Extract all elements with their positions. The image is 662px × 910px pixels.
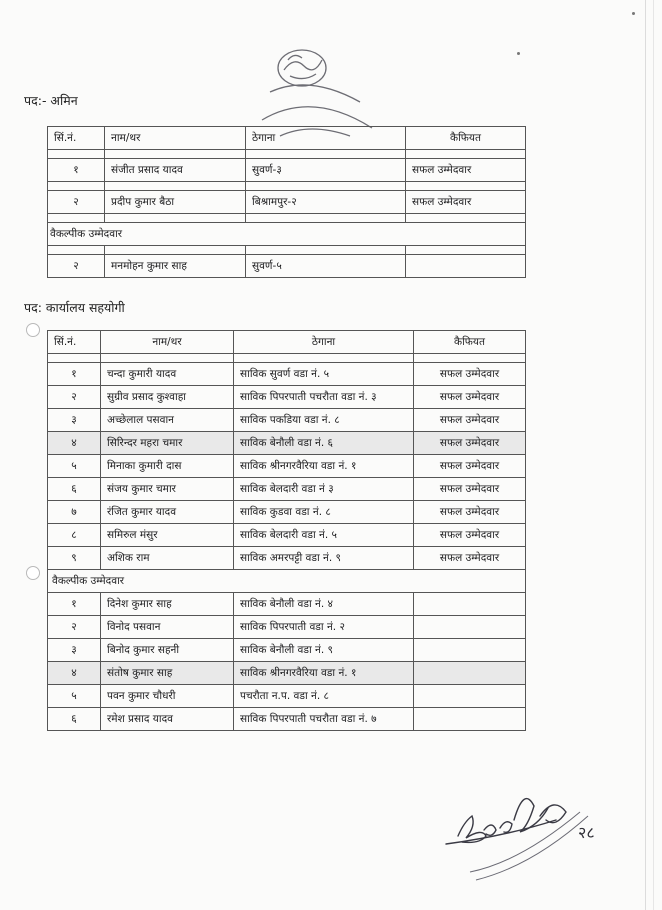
cell-remarks: सफल उम्मेदवार (414, 501, 526, 524)
cell-remarks: सफल उम्मेदवार (406, 191, 526, 214)
alternate-candidates-label: वैकल्पीक उम्मेदवार (48, 570, 526, 593)
table-row (48, 547, 526, 570)
cell-address: साविक कुडवा वडा नं. ८ (234, 501, 414, 524)
spacer-row (48, 246, 526, 255)
cell-address: सुवर्ण-३ (246, 159, 406, 182)
cell-remarks: सफल उम्मेदवार (414, 455, 526, 478)
cell-remarks: सफल उम्मेदवार (414, 386, 526, 409)
cell-sn: २ (48, 255, 105, 278)
cell-remarks: सफल उम्मेदवार (414, 363, 526, 386)
office-assistant-table (47, 330, 526, 731)
table-row (48, 685, 526, 708)
cell-address: साविक पिपरपाती वडा नं. २ (234, 616, 414, 639)
cell-address: साविक अमरपट्टी वडा नं. ९ (234, 547, 414, 570)
header-sn: सिं.नं. (48, 127, 105, 150)
cell-name: अच्छेलाल पसवान (101, 409, 234, 432)
cell-name: बिनोद कुमार सहनी (101, 639, 234, 662)
cell-address: साविक सुवर्ण वडा नं. ५ (234, 363, 414, 386)
header-name: नाम/थर (105, 127, 246, 150)
table-row (48, 191, 526, 214)
table-row (48, 524, 526, 547)
cell-remarks: सफल उम्मेदवार (414, 524, 526, 547)
table-row (48, 255, 526, 278)
cell-address: साविक श्रीनगरवैरिया वडा नं. १ (234, 455, 414, 478)
header-remarks: कैफियत (414, 331, 526, 354)
cell-remarks: सफल उम्मेदवार (414, 409, 526, 432)
cell-sn: ४ (48, 662, 101, 685)
alternate-label-row (48, 223, 526, 246)
spacer-row (48, 150, 526, 159)
speck (632, 12, 635, 15)
section-title-office-assistant: पद: कार्यालय सहयोगी (24, 300, 125, 315)
cell-address: बिश्रामपुर-२ (246, 191, 406, 214)
cell-name: संजय कुमार चमार (101, 478, 234, 501)
cell-name: दिनेश कुमार साह (101, 593, 234, 616)
cell-sn: १ (48, 363, 101, 386)
header-address: ठेगाना (246, 127, 406, 150)
table-row (48, 501, 526, 524)
cell-address: सुवर्ण-५ (246, 255, 406, 278)
punch-hole-bottom (26, 566, 40, 580)
cell-sn: ३ (48, 409, 101, 432)
table-row (48, 662, 526, 685)
cell-name: प्रदीप कुमार बैठा (105, 191, 246, 214)
cell-remarks (414, 685, 526, 708)
cell-address: साविक पिपरपाती पचरौता वडा नं. ३ (234, 386, 414, 409)
cell-name: मिनाका कुमारी दास (101, 455, 234, 478)
cell-name: विनोद पसवान (101, 616, 234, 639)
cell-address: साविक बेनौली वडा नं. ४ (234, 593, 414, 616)
signature-date: २८ (578, 823, 595, 842)
spacer-row (48, 214, 526, 223)
cell-address: साविक बेनौली वडा नं. ६ (234, 432, 414, 455)
spacer-row (48, 182, 526, 191)
table-row (48, 409, 526, 432)
table-row (48, 616, 526, 639)
cell-name: समिरुल मंसुर (101, 524, 234, 547)
cell-address: साविक बेलदारी वडा नं ३ (234, 478, 414, 501)
cell-sn: ८ (48, 524, 101, 547)
cell-sn: ९ (48, 547, 101, 570)
table-row (48, 478, 526, 501)
table-row (48, 593, 526, 616)
cell-sn: ५ (48, 685, 101, 708)
table-row (48, 432, 526, 455)
cell-remarks (414, 639, 526, 662)
cell-name: सुग्रीव प्रसाद कुश्वाहा (101, 386, 234, 409)
header-sn: सिं.नं. (48, 331, 101, 354)
spacer-row (48, 354, 526, 363)
table-row (48, 159, 526, 182)
cell-remarks (414, 708, 526, 731)
cell-remarks (414, 593, 526, 616)
table-row (48, 363, 526, 386)
cell-sn: १ (48, 159, 105, 182)
cell-name: रंजित कुमार यादव (101, 501, 234, 524)
cell-name: रमेश प्रसाद यादव (101, 708, 234, 731)
cell-sn: ५ (48, 455, 101, 478)
cell-address: साविक बेलदारी वडा नं. ५ (234, 524, 414, 547)
cell-sn: १ (48, 593, 101, 616)
cell-name: मनमोहन कुमार साह (105, 255, 246, 278)
table-row (48, 386, 526, 409)
cell-sn: २ (48, 386, 101, 409)
cell-name: संतोष कुमार साह (101, 662, 234, 685)
section-title-amin: पद:- अमिन (24, 93, 78, 108)
cell-remarks: सफल उम्मेदवार (414, 432, 526, 455)
punch-hole-top (26, 323, 40, 337)
table-header-row (48, 127, 526, 150)
table-row (48, 639, 526, 662)
cell-remarks (406, 255, 526, 278)
page-edge (645, 0, 646, 910)
cell-remarks: सफल उम्मेदवार (406, 159, 526, 182)
cell-name: चन्दा कुमारी यादव (101, 363, 234, 386)
alternate-label-row (48, 570, 526, 593)
cell-sn: ७ (48, 501, 101, 524)
amin-table (47, 126, 526, 278)
cell-remarks (414, 662, 526, 685)
cell-address: पचरौता न.प. वडा नं. ८ (234, 685, 414, 708)
cell-sn: ३ (48, 639, 101, 662)
cell-name: संजीत प्रसाद यादव (105, 159, 246, 182)
table-row (48, 708, 526, 731)
page-edge-2 (653, 0, 654, 910)
signature-with-stamp (440, 780, 630, 890)
cell-remarks (414, 616, 526, 639)
cell-address: साविक पकडिया वडा नं. ८ (234, 409, 414, 432)
table-header-row (48, 331, 526, 354)
cell-remarks: सफल उम्मेदवार (414, 547, 526, 570)
header-remarks: कैफियत (406, 127, 526, 150)
cell-sn: २ (48, 191, 105, 214)
cell-address: साविक बेनौली वडा नं. ९ (234, 639, 414, 662)
header-name: नाम/थर (101, 331, 234, 354)
cell-address: साविक पिपरपाती पचरौता वडा नं. ७ (234, 708, 414, 731)
header-address: ठेगाना (234, 331, 414, 354)
cell-sn: ४ (48, 432, 101, 455)
cell-address: साविक श्रीनगरवैरिया वडा नं. १ (234, 662, 414, 685)
cell-name: सिरिन्दर महरा चमार (101, 432, 234, 455)
speck (517, 52, 520, 55)
cell-name: पवन कुमार चौधरी (101, 685, 234, 708)
cell-sn: ६ (48, 708, 101, 731)
cell-sn: ६ (48, 478, 101, 501)
alternate-candidates-label: वैकल्पीक उम्मेदवार (48, 223, 526, 246)
cell-remarks: सफल उम्मेदवार (414, 478, 526, 501)
table-row (48, 455, 526, 478)
cell-name: अशिक राम (101, 547, 234, 570)
cell-sn: २ (48, 616, 101, 639)
